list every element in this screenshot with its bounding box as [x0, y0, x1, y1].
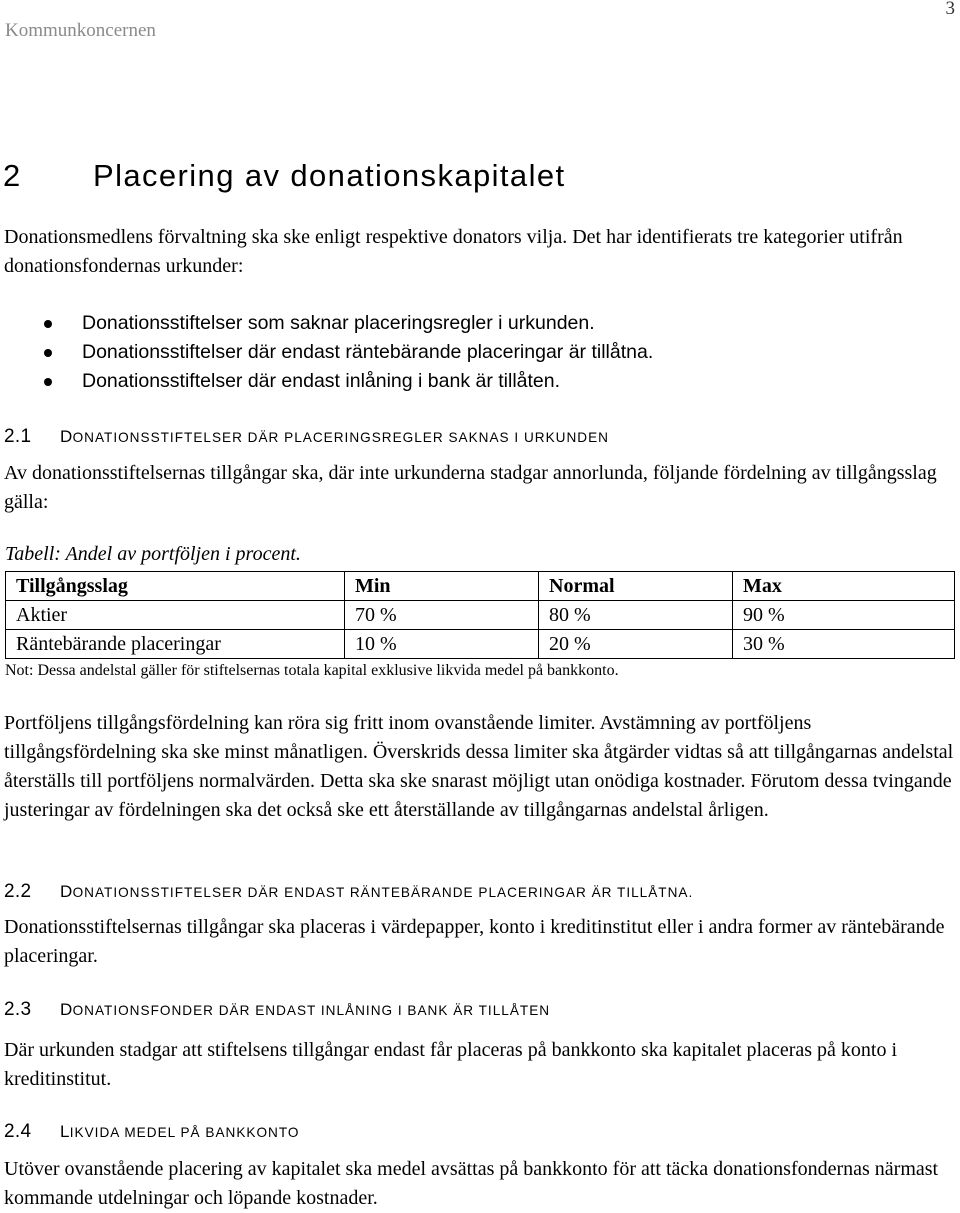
bullet-icon	[44, 320, 52, 328]
section-2-1-text: Av donationsstiftelsernas tillgångar ska, där inte urkunderna stadgar annorlunda, följande fördelning av tillgångsslag gälla:	[4, 462, 937, 513]
section-2-2-text: Donationsstiftelsernas tillgångar ska placeras i värdepapper, konto i kreditinstitut eller i andra former av räntebärande placeringar.	[4, 916, 945, 967]
list-item: Donationsstiftelser där endast inlåning i bank är tillåten.	[0, 367, 653, 396]
table-note: Not: Dessa andelstal gäller för stiftelsernas totala kapital exklusive likvida medel på bankkonto.	[5, 662, 619, 679]
header-min: Min	[345, 572, 539, 601]
table-cell: 90 %	[733, 601, 955, 630]
table-cell: Aktier	[6, 601, 345, 630]
table-cell: 10 %	[345, 630, 539, 659]
section-heading-2-2: 2.2 DONATIONSSTIFTELSER DÄR ENDAST RÄNTEBÄRANDE PLACERINGAR ÄR TILLÅTNA.	[4, 881, 694, 902]
header-max: Max	[733, 572, 955, 601]
section-heading-2-4: 2.4 LIKVIDA MEDEL PÅ BANKKONTO	[4, 1121, 300, 1142]
chapter-title: Placering av donationskapitalet	[93, 158, 566, 193]
bullet-icon	[44, 349, 52, 357]
table-header-row	[6, 572, 955, 601]
table-row	[6, 601, 955, 630]
list-item: Donationsstiftelser där endast räntebärande placeringar är tillåtna.	[0, 338, 653, 367]
table-cell: 30 %	[733, 630, 955, 659]
section-2-4-text: Utöver ovanstående placering av kapitalet ska medel avsättas på bankkonto för att täcka donationsfondernas närmast kommande utdelningar och löpande kostnader.	[4, 1158, 939, 1209]
allocation-table	[5, 571, 955, 659]
chapter-number: 2	[3, 158, 22, 193]
table-cell: 70 %	[345, 601, 539, 630]
intro-paragraph: Donationsmedlens förvaltning ska ske enligt respektive donators vilja. Det har identifierats tre kategorier utifrån donationsfondernas urkunder:	[4, 226, 903, 277]
table-cell: Räntebärande placeringar	[6, 630, 345, 659]
list-item: Donationsstiftelser som saknar placeringsregler i urkunden.	[0, 309, 653, 338]
running-header: Kommunkoncernen	[5, 20, 156, 41]
header-asset-class: Tillgångsslag	[6, 572, 345, 601]
table-row	[6, 630, 955, 659]
section-2-1-paragraph-2: Portföljens tillgångsfördelning kan röra sig fritt inom ovanstående limiter. Avstämning av portföljens tillgångsfördelning ska ske minst månatligen. Överskrids dessa limiter ska åtgärder vidtas så att tillgångarnas andelstal återställs till portföljens normalvärden. Detta ska ske snarast möjligt utan onödiga kostnader. Förutom dessa tvingande justeringar av fördelningen ska det också ske ett återställande av tillgångarnas andelstal årligen.	[4, 712, 954, 821]
table-cell: 80 %	[539, 601, 733, 630]
section-heading-2-3: 2.3 DONATIONSFONDER DÄR ENDAST INLÅNING I BANK ÄR TILLÅTEN	[4, 999, 551, 1020]
table-caption: Tabell: Andel av portföljen i procent.	[5, 543, 301, 565]
header-normal: Normal	[539, 572, 733, 601]
bullet-icon	[44, 378, 52, 386]
page-number: 3	[945, 0, 955, 19]
category-list	[0, 309, 653, 396]
table-cell: 20 %	[539, 630, 733, 659]
section-heading-2-1: 2.1 DONATIONSSTIFTELSER DÄR PLACERINGSREGLER SAKNAS I URKUNDEN	[4, 426, 609, 447]
section-2-3-text: Där urkunden stadgar att stiftelsens tillgångar endast får placeras på bankkonto ska kapitalet placeras på konto i kreditinstitut.	[4, 1039, 898, 1090]
chapter-heading	[3, 158, 566, 194]
